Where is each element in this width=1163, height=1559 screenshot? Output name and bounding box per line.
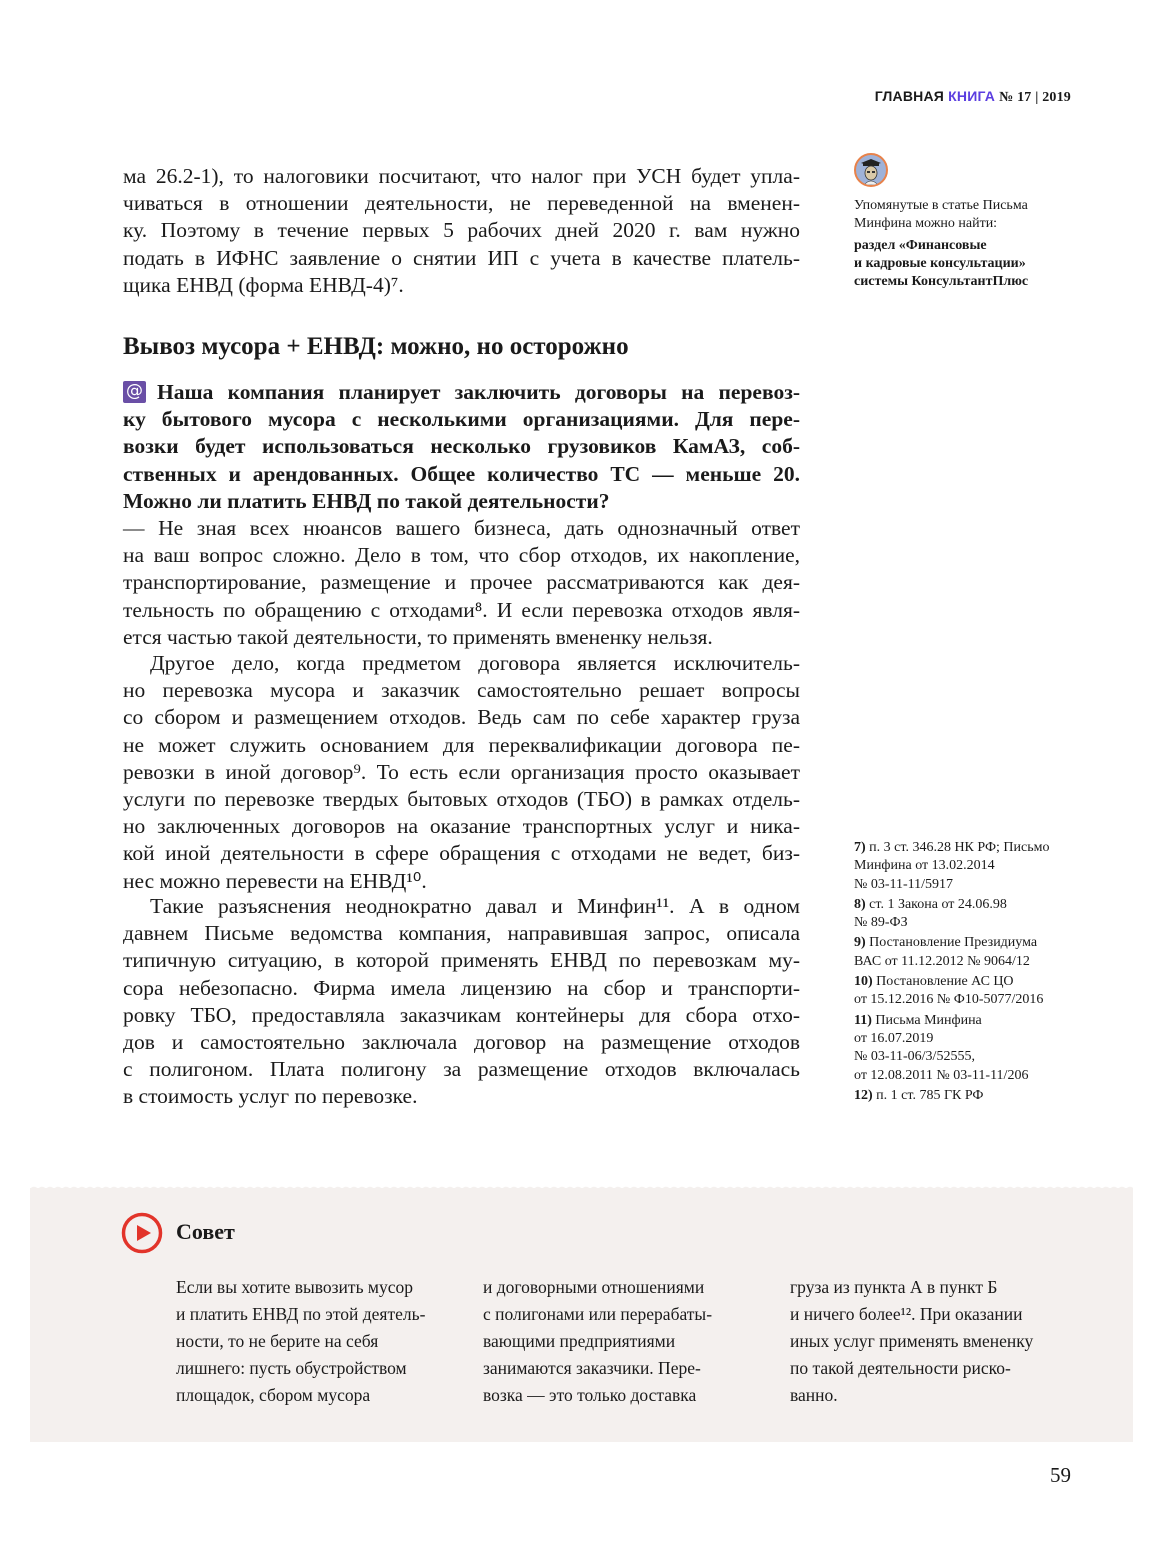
footnote-text: Письма Минфина (875, 1012, 982, 1028)
text-line: Можно ли платить ЕНВД по такой деятельности? (123, 488, 610, 513)
text-line: с полигонами или перерабаты- (483, 1304, 713, 1324)
footnote-line: № 89-ФЗ (854, 915, 908, 931)
text-line: раздел «Финансовые (854, 238, 987, 253)
footnote-number: 8) (854, 896, 866, 912)
text-line: возка — это только доставка (483, 1385, 697, 1405)
text-line: груза из пункта А в пункт Б (790, 1277, 998, 1297)
brand-name-accent: КНИГА (948, 88, 996, 104)
text-line: сора небезопасно. Фирма имела лицензию на сбор и транспорти- (123, 975, 800, 1000)
footnote-line (854, 934, 1094, 952)
brand-name: ГЛАВНАЯ (874, 88, 945, 104)
text-line: на ваш вопрос сложно. Дело в том, что сбор отходов, их накопление, (123, 543, 800, 568)
text-line: и договорными отношениями (483, 1277, 705, 1297)
text-line: ванно. (790, 1385, 838, 1405)
footnote-line: Минфина от 13.02.2014 (854, 858, 995, 874)
text-line: нес можно перевести на ЕНВД¹⁰. (123, 868, 427, 893)
footnote-line (854, 1012, 1094, 1030)
text-line: дов и самостоятельно заключала договор на размещение отходов (123, 1029, 800, 1054)
reader-question (123, 379, 800, 515)
text-line: и кадровые консультации» (854, 256, 1026, 271)
footnotes (854, 839, 1094, 1107)
footnote-text: п. 3 ст. 346.28 НК РФ; Письмо (869, 840, 1050, 855)
footnote-number: 7) (854, 840, 866, 855)
text-line: Наша компания планирует заключить договоры на перевоз- (157, 380, 800, 404)
paragraph-body-1 (123, 650, 800, 895)
text-line: лишнего: пусть обустройством (176, 1358, 407, 1378)
text-line: давнем Письме ведомства компания, направившая запрос, описала (123, 921, 800, 946)
footnote (854, 1012, 1094, 1085)
running-head (875, 88, 1071, 106)
footnote-line: № 03-11-11/5917 (854, 876, 954, 892)
footnote-line: от 12.08.2011 № 03-11-11/206 (854, 1067, 1029, 1083)
footnote-line: № 03-11-06/3/52555, (854, 1049, 975, 1065)
footnote (854, 839, 1094, 894)
text-line: — Не зная всех нюансов вашего бизнеса, дать однозначный ответ (123, 516, 800, 540)
footnote-text: Постановление АС ЦО (876, 974, 1014, 990)
text-line: Минфина можно найти: (854, 216, 998, 231)
text-line: занимаются заказчики. Пере- (483, 1358, 701, 1378)
answer-paragraph (123, 515, 800, 651)
text-line: Такие разъяснения неоднократно давал и Минфин¹¹. А в одном (150, 894, 800, 918)
footnote-line (854, 839, 1094, 857)
footnote (854, 1087, 1094, 1105)
footnote (854, 973, 1094, 1010)
text-line: не может служить основанием для переквалификации договора пе- (123, 732, 800, 757)
footnote-text: п. 1 ст. 785 ГК РФ (876, 1087, 984, 1103)
footnote-number: 9) (854, 935, 866, 951)
question-at-icon: @ (123, 381, 146, 403)
footnote-line: от 16.07.2019 (854, 1030, 934, 1046)
issue-number: № 17 | 2019 (999, 90, 1071, 105)
footnote (854, 896, 1094, 933)
sidebar-note (854, 197, 1084, 291)
text-line: услуги по перевозке твердых бытовых отходов (ТБО) в рамках отдель- (123, 786, 800, 811)
text-line: и ничего более¹². При оказании (790, 1304, 1023, 1324)
text-line: и платить ЕНВД по этой деятель- (176, 1304, 426, 1324)
footnote (854, 934, 1094, 971)
text-line: системы КонсультантПлюс (854, 274, 1029, 289)
text-line: со сбором и размещением отходов. Ведь сам по себе характер груза (123, 705, 800, 730)
text-line: ку бытового мусора с несколькими организациями. Для пере- (123, 407, 800, 432)
text-line: иных услуг применять вмененку (790, 1331, 1034, 1351)
text-line: тельность по обращению с отходами⁸. И если перевозка отходов явля- (123, 597, 800, 622)
text-line: в стоимость услуг по перевозке. (123, 1084, 418, 1109)
note-text (854, 197, 1084, 233)
footnote-line (854, 973, 1094, 991)
text-line: ревозки в иной договор⁹. То есть если организация просто оказывает (123, 759, 800, 784)
text-line: площадок, сбором мусора (176, 1385, 371, 1405)
text-line: транспортирование, размещение и прочее рассматриваются как дея- (123, 570, 800, 595)
note-source (854, 237, 1084, 291)
text-line: типичную ситуацию, в которой применять ЕНВД по перевозкам му- (123, 948, 800, 973)
play-icon (121, 1212, 163, 1254)
section-heading: Вывоз мусора + ЕНВД: можно, но осторожно (123, 333, 629, 360)
advice-title: Совет (176, 1219, 235, 1244)
text-line: возки будет использоваться несколько грузовиков КамАЗ, соб- (123, 434, 800, 459)
page-number: 59 (1050, 1463, 1071, 1487)
text-line: с полигоном. Плата полигону за размещение отходов включалась (123, 1057, 800, 1082)
text-line: ма 26.2-1), то налоговики посчитают, что налог при УСН будет упла- (123, 164, 800, 188)
text-line: чиваться в отношении деятельности, не переведенной на вменен- (123, 191, 800, 216)
footnote-number: 12) (854, 1087, 873, 1103)
footnote-line (854, 1087, 1094, 1105)
footnote-line: от 15.12.2016 № Ф10-5077/2016 (854, 992, 1044, 1008)
footnote-number: 11) (854, 1012, 872, 1028)
footnote-number: 10) (854, 974, 873, 990)
expert-avatar-icon (854, 153, 888, 187)
text-line: но перевозка мусора и заказчик самостоятельно решает вопросы (123, 678, 800, 703)
text-line: Если вы хотите вывозить мусор (176, 1277, 414, 1297)
text-line: кой иной деятельности в сфере обращения с отходами не ведет, биз- (123, 841, 800, 866)
text-line: ственных и арендованных. Общее количество ТС — меньше 20. (123, 461, 800, 486)
advice-column-1 (176, 1274, 456, 1409)
footnote-line (854, 896, 1094, 914)
footnote-text: Постановление Президиума (869, 935, 1038, 951)
advice-column-3 (790, 1274, 1070, 1409)
text-line: подать в ИФНС заявление о снятии ИП с учета в качестве платель- (123, 245, 800, 270)
footnote-text: ст. 1 Закона от 24.06.98 (869, 896, 1007, 912)
text-line: ности, то не берите на себя (176, 1331, 379, 1351)
text-line: ку. Поэтому в течение первых 5 рабочих дней 2020 г. вам нужно (123, 218, 800, 243)
text-line: щика ЕНВД (форма ЕНВД-4)⁷. (123, 272, 404, 297)
text-line: вающими предприятиями (483, 1331, 676, 1351)
paragraph-body-2 (123, 893, 800, 1111)
text-line: ется частью такой деятельности, то применять вмененку нельзя. (123, 624, 713, 649)
advice-column-2 (483, 1274, 763, 1409)
text-line: но заключенных договоров на оказание транспортных услуг и ника- (123, 814, 800, 839)
text-line: Другое дело, когда предметом договора является исключитель- (150, 651, 800, 675)
paragraph-intro (123, 163, 800, 299)
footnote-line: ВАС от 11.12.2012 № 9064/12 (854, 953, 1030, 969)
text-line: по такой деятельности риско- (790, 1358, 1011, 1378)
text-line: ровку ТБО, предоставляла заказчикам контейнеры для сбора отхо- (123, 1002, 800, 1027)
text-line: Упомянутые в статье Письма (854, 198, 1028, 213)
